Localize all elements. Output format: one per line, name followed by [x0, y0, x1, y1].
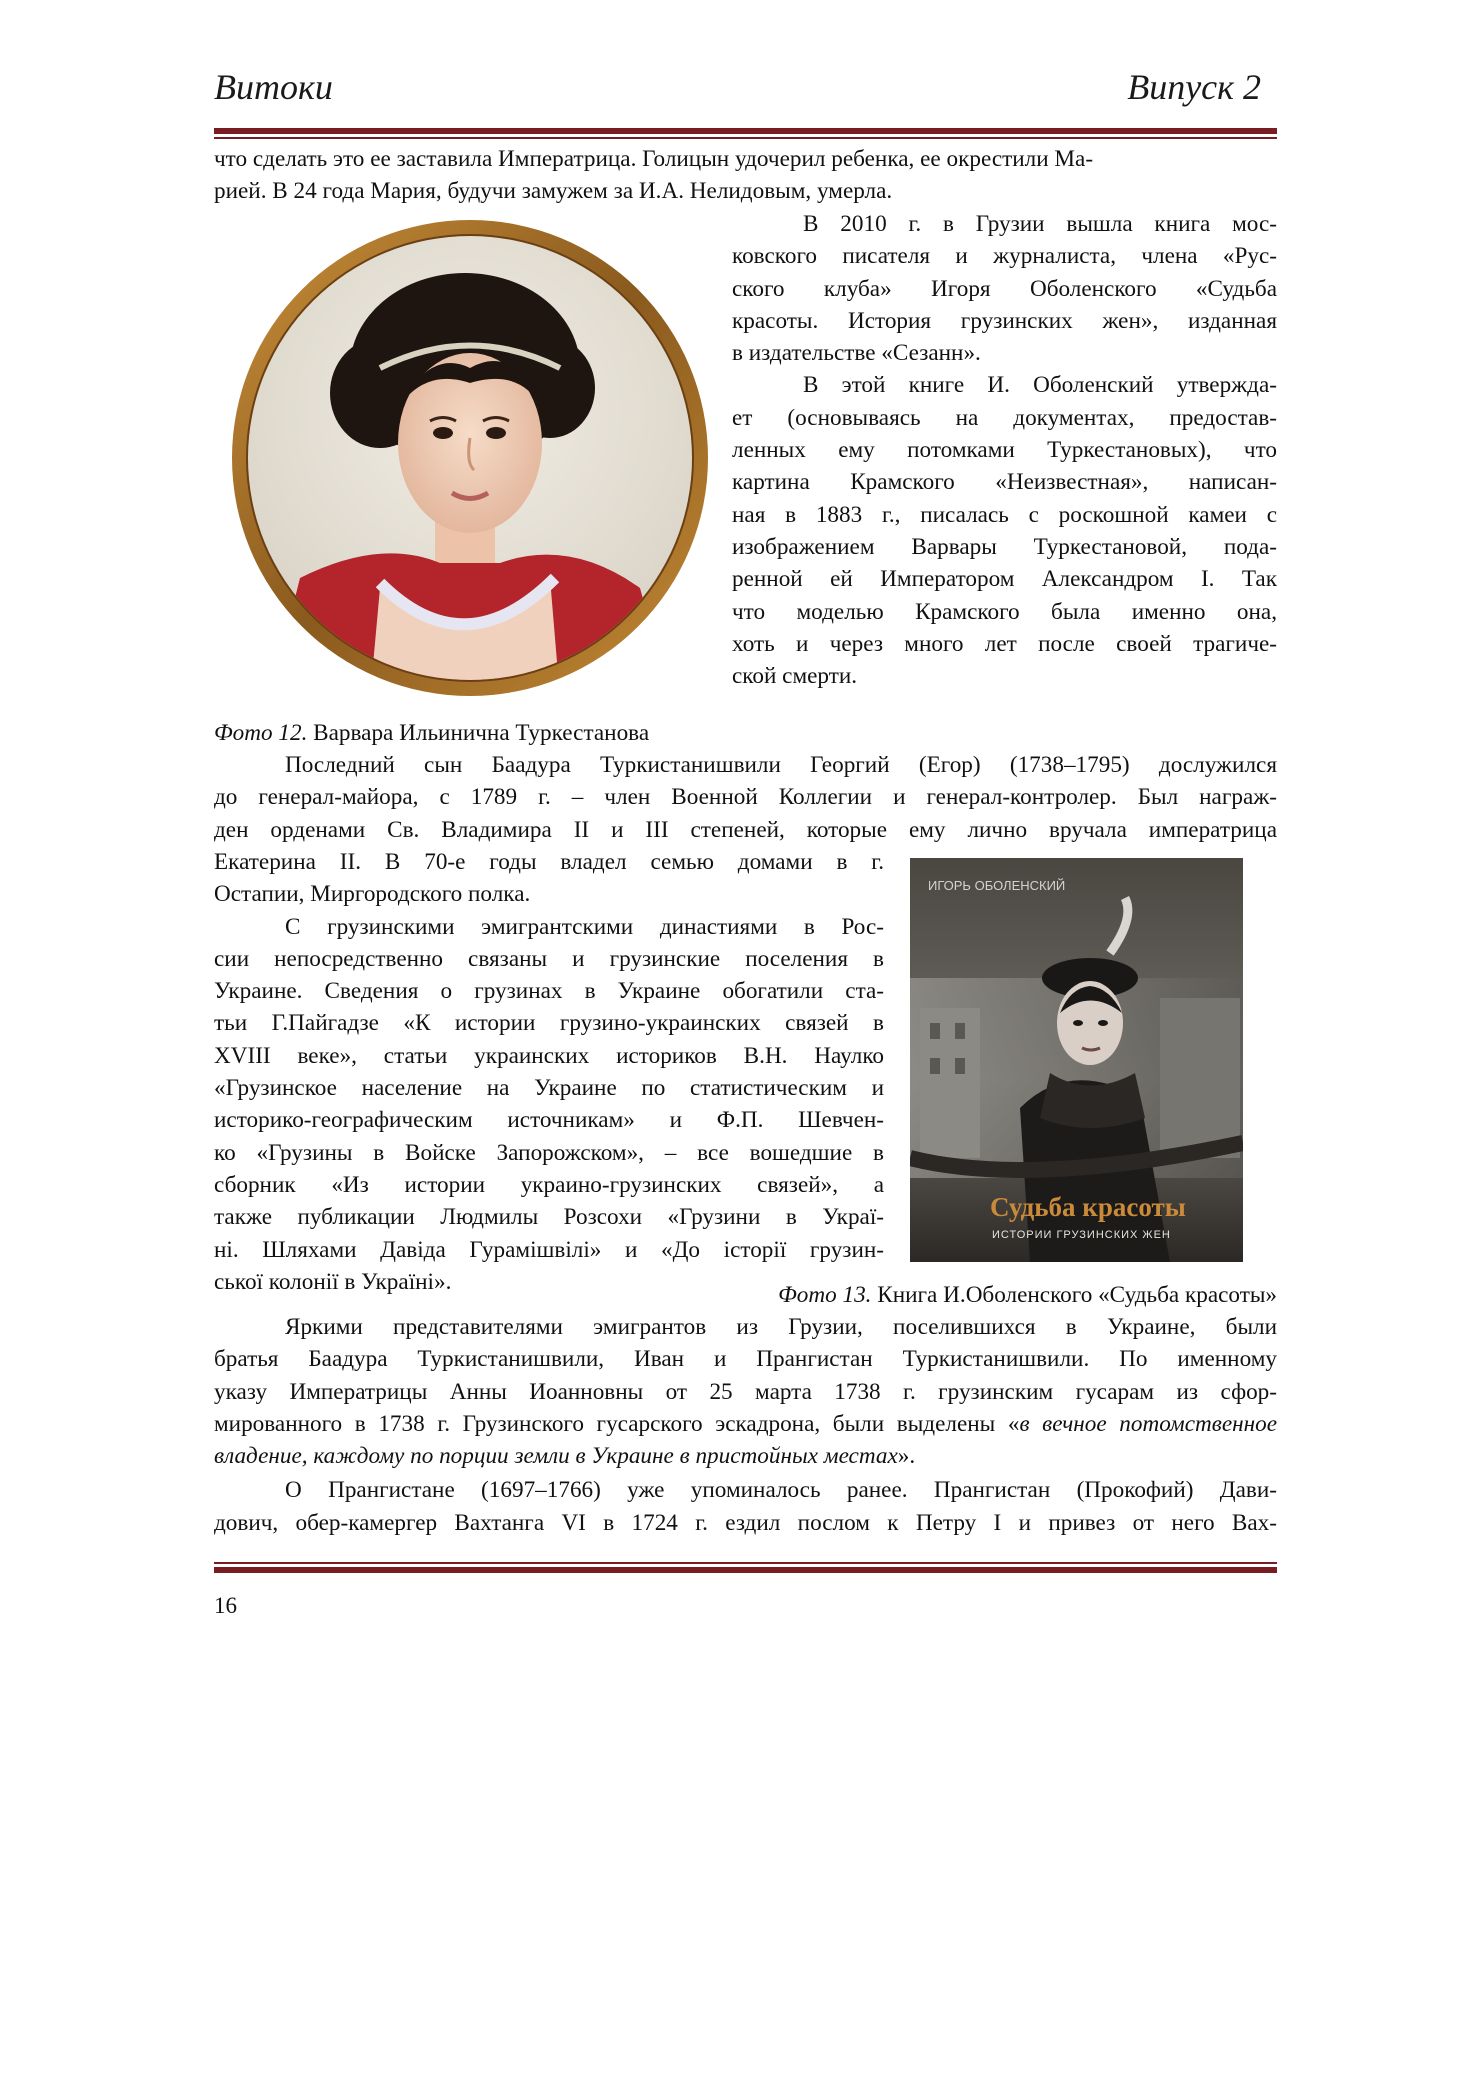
- lc-line: ні. Шляхами Давіда Гурамішвілі» и «До історії грузин-: [214, 1236, 884, 1263]
- rc-line: В 2010 г. в Грузии вышла книга мос-: [803, 211, 1277, 237]
- bt-line: мированного в 1738 г. Грузинского гусарского эскадрона, были выделены «: [214, 1410, 1020, 1437]
- rc-line: в издательстве «Сезанн».: [732, 340, 981, 367]
- photo-13-caption: [778, 1279, 1277, 1311]
- footer-rule: [214, 1562, 1277, 1573]
- header-rule: [214, 128, 1277, 139]
- mid-line: до генерал-майора, с 1789 г. – член Военной Коллегии и генерал-контролер. Был награж-: [214, 784, 1277, 811]
- rc-line: ренной ей Императором Александром I. Так: [732, 566, 1277, 593]
- left-column-text: [214, 846, 884, 1298]
- photo-13-label: Фото 13.: [778, 1282, 872, 1308]
- right-column-text: [732, 208, 1277, 692]
- rc-line: ленных ему потомками Туркестановых), что: [732, 437, 1277, 464]
- rc-line: ского клуба» Игоря Оболенского «Судьба: [732, 275, 1277, 302]
- lc-line: Украине. Сведения о грузинах в Украине обогатили ста-: [214, 978, 884, 1005]
- portrait-photo-12: [230, 218, 710, 698]
- lc-line: XVIII веке», статьи украинских историков В.Н. Наулко: [214, 1042, 884, 1069]
- book-cover-photo-13: [910, 858, 1243, 1262]
- lc-line: «Грузинское население на Украине по статистическим и: [214, 1075, 884, 1102]
- lc-line: сборник «Из истории украино-грузинских связей», а: [214, 1171, 884, 1198]
- lc-line: сии непосредственно связаны и грузинские поселения в: [214, 945, 884, 972]
- top-line-2: рией. В 24 года Мария, будучи замужем за И.А. Нелидовым, умерла.: [214, 178, 893, 205]
- rc-line: изображением Варвары Туркестановой, пода-: [732, 533, 1277, 560]
- top-line-1: что сделать это ее заставила Императрица. Голицын удочерил ребенка, ее окрестили Ма-: [214, 146, 1094, 172]
- rc-line: красоты. История грузинских жен», изданная: [732, 307, 1277, 334]
- rc-line: картина Крамского «Неизвестная», написан-: [732, 469, 1277, 496]
- photo-12-label: Фото 12.: [214, 720, 308, 746]
- mid-paragraph: [214, 749, 1277, 846]
- mid-line: ден орденами Св. Владимира II и III степеней, которые ему лично вручала императрица: [214, 816, 1277, 843]
- bt-line: указу Императрицы Анны Иоанновны от 25 марта 1738 г. грузинским гусарам из сфор-: [214, 1378, 1277, 1405]
- mid-line: Последний сын Баадура Туркистанишвили Георгий (Егор) (1738–1795) дослужился: [285, 752, 1277, 778]
- photo-12-caption: [214, 717, 649, 749]
- rc-line: ная в 1883 г., писалась с роскошной камеи с: [732, 501, 1277, 528]
- book-title: Судьба красоты: [990, 1192, 1186, 1222]
- issue-number: Випуск 2: [1127, 67, 1261, 107]
- rc-line: ет (основываясь на документах, предостав-: [732, 404, 1277, 431]
- lc-line: С грузинскими эмигрантскими династиями в Рос-: [285, 913, 884, 940]
- bt-paragraph-end: [214, 1408, 1277, 1473]
- lc-line: ської колонії в Україні».: [214, 1268, 452, 1295]
- bt-line: братья Баадура Туркистанишвили, Иван и Прангистан Туркистанишвили. По именному: [214, 1346, 1277, 1373]
- rc-line: что моделью Крамского была именно она,: [732, 598, 1277, 625]
- rc-line: хоть и через много лет после своей трагиче-: [732, 630, 1277, 657]
- top-paragraph: [214, 143, 1277, 208]
- lc-line: тьи Г.Пайгадзе «К истории грузино-украинских связей в: [214, 1010, 884, 1037]
- lc-line: Остапии, Миргородского полка.: [214, 881, 531, 908]
- lc-line: Екатерина II. В 70-е годы владел семью домами в г.: [214, 849, 884, 875]
- photo-13-text: Книга И.Оболенского «Судьба красоты»: [871, 1282, 1277, 1308]
- lc-line: ко «Грузины в Войске Запорожском», – все вошедшие в: [214, 1139, 884, 1166]
- bt-italic-quote: в вечное потомственное владение, каждому по порции земли в Украине в пристойных местах: [214, 1410, 1278, 1470]
- bottom-text: [214, 1311, 1277, 1539]
- photo-12-text: Варвара Ильинична Туркестанова: [307, 720, 650, 746]
- bt-end: ».: [897, 1443, 916, 1470]
- book-subtitle: ИСТОРИИ ГРУЗИНСКИХ ЖЕН: [992, 1229, 1171, 1241]
- rc-line: ковского писателя и журналиста, члена «Рус-: [732, 243, 1277, 270]
- book-author: ИГОРЬ ОБОЛЕНСКИЙ: [928, 878, 1066, 893]
- page-number: 16: [214, 1593, 237, 1618]
- bt-line: Яркими представителями эмигрантов из Грузии, поселившихся в Украине, были: [285, 1314, 1277, 1340]
- bt-line: О Прангистане (1697–1766) уже упоминалось ранее. Прангистан (Прокофий) Дави-: [285, 1477, 1277, 1504]
- lc-line: также публикации Людмилы Розсохи «Грузини в Украї-: [214, 1204, 884, 1231]
- journal-title: Витоки: [214, 67, 333, 107]
- rc-line: В этой книге И. Оболенский утвержда-: [803, 372, 1277, 399]
- lc-line: историко-географическим источникам» и Ф.П. Шевчен-: [214, 1107, 884, 1134]
- rc-line: ской смерти.: [732, 663, 858, 690]
- bt-line: дович, обер-камергер Вахтанга VI в 1724 г. ездил послом к Петру I и привез от него Вах-: [214, 1509, 1277, 1536]
